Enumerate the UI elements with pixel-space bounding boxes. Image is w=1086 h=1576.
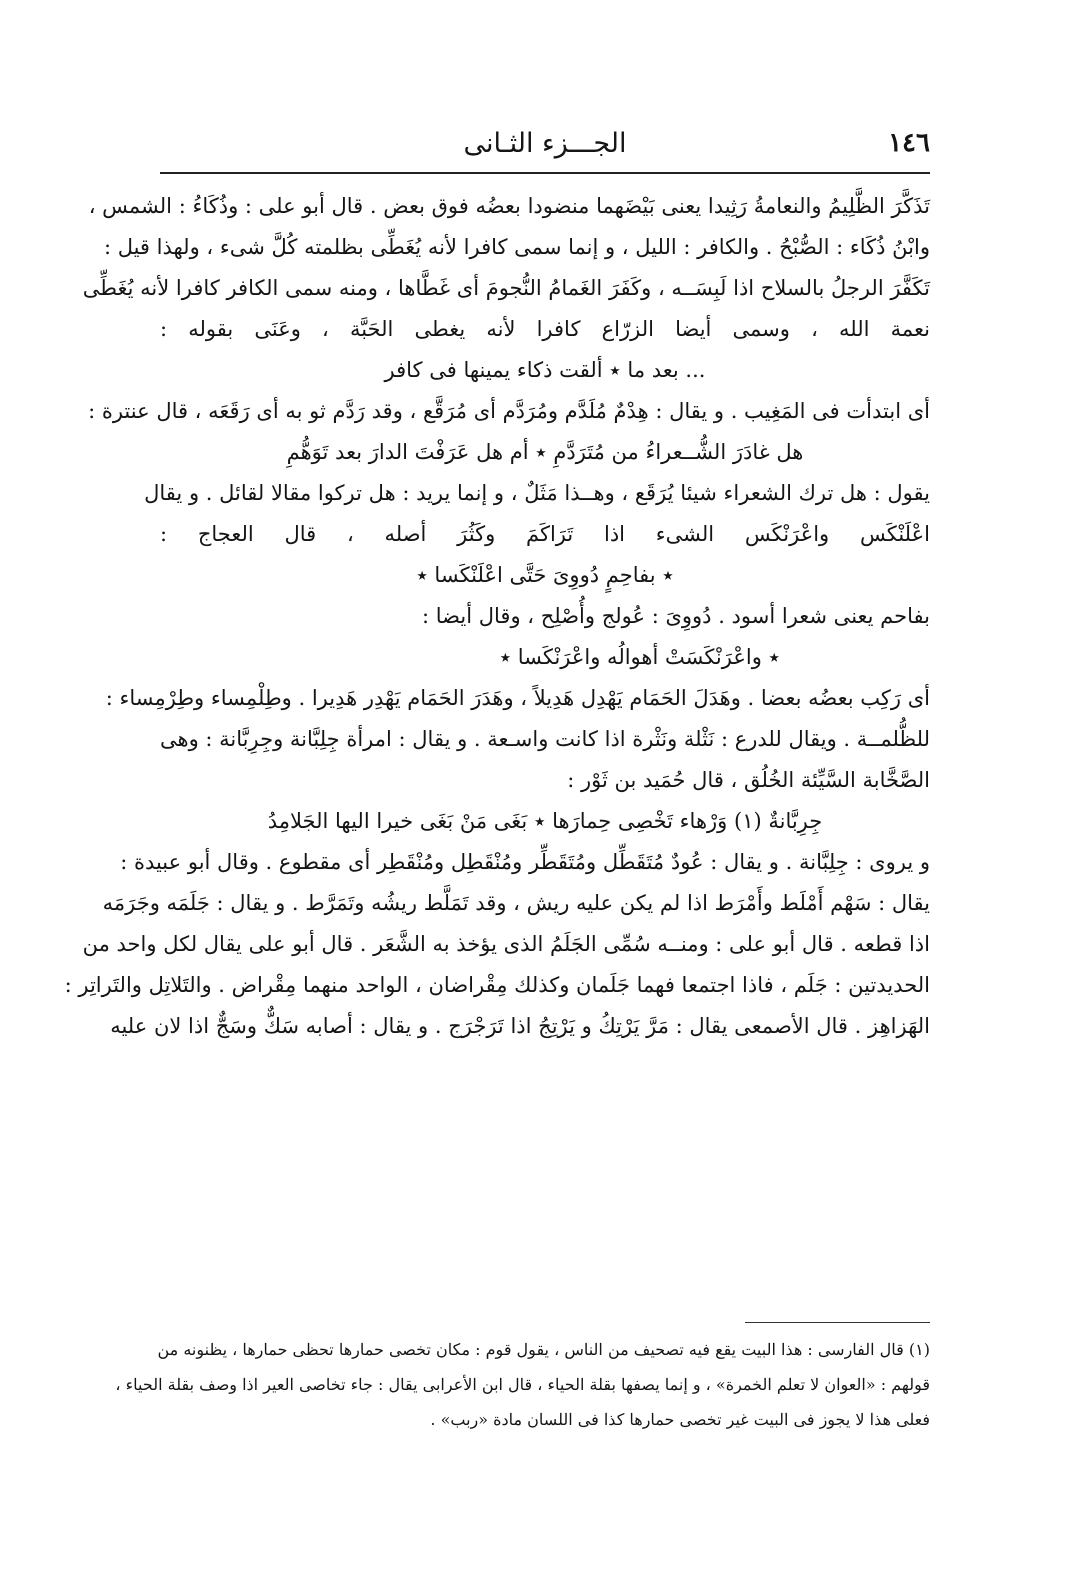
text-line: تَكَفَّرَ الرجلُ بالسلاح اذا لَبِسَــه ، وكَفَرَ الغَمامُ النُّجومَ أى غَطَّاها ، ومنه سمى الكافر كافرا لأنه يُغَطِّى [82, 276, 930, 300]
text-line: و يروى : جِلِبَّانة . و يقال : عُودٌ مُتَقَطِّل ومُتَقَطِّر ومُنْقَطِل ومُنْقَطِر أى مقطوع . وقال أبو عبيدة : [120, 850, 930, 874]
text-line: يقول : هل ترك الشعراء شيئا يُرَقَع ، وهــذا مَثَلٌ ، و إنما يريد : هل تركوا مقالا لقائل . و يقال [144, 481, 930, 505]
page-number: ١٤٦ [888, 128, 930, 158]
footnote-rule [745, 1322, 930, 1323]
text-line: تَذَكَّرَ الظَّلِيمُ والنعامةُ رَثِيدا يعنى بَيْضَهما منضودا بعضُه فوق بعض . قال أبو على : وذُكَاءُ : الشمس ، [88, 194, 930, 218]
verse-line: ٭ بفاحِمٍ دُووِىَ حَتَّى اعْلَنْكَسا ٭ [416, 563, 674, 587]
text-line: الهَزاهِز . قال الأصمعى يقال : مَرَّ يَرْتِكُ و يَرْتِجُ اذا تَرَجْرَج . و يقال : أصابه سَكٌّ وسَجٌّ اذا لان عليه [110, 1014, 930, 1038]
page-header [160, 128, 930, 172]
text-line: وابْنُ ذُكَاء : الصُّبْحُ . والكافر : الليل ، و إنما سمى كافرا لأنه يُغَطِّى بظلمته كُلَّ شىء ، ولهذا قيل : [103, 235, 930, 259]
footnote-line: فعلى هذا لا يجوز فى البيت غير تخصى حمارها كذا فى اللسان مادة «ربب» . [430, 1410, 930, 1429]
footnotes [115, 1332, 930, 1437]
verse-line: هل غادَرَ الشُّــعراءُ من مُتَرَدَّمِ ٭ أم هل عَرَفْتَ الدارَ بعد تَوَهُّمِ [286, 440, 804, 464]
text-line: أى رَكِب بعضُه بعضا . وهَدَلَ الحَمَام يَهْدِل هَدِيلاً ، وهَدَرَ الحَمَام يَهْدِر هَدِيرا . وطِلْمِساء وطِرْمِساء : [105, 686, 930, 710]
verse-line: جِرِبَّانةٌ (١) وَرْهاء تَخْصِى حِمارَها ٭ بَغَى مَنْ بَغَى خيرا اليها الجَلامِدُ [267, 809, 823, 833]
text-line: الحديدتين : جَلَم ، فاذا اجتمعا فهما جَلَمان وكذلك مِقْراضان ، الواحد منهما مِقْراض . والتَلاتِل والتَراتِر : [64, 973, 930, 997]
verse-line: ٭ واعْرَنْكَسَتْ أهوالُه واعْرَنْكَسا ٭ [499, 645, 780, 669]
footnote-line: (١) قال الفارسى : هذا البيت يقع فيه تصحيف من الناس ، يقول قوم : مكان تخصى حمارها تحظى حمارها ، يظنونه من [157, 1340, 930, 1359]
text-line: نعمة الله ، وسمى أيضا الزرّاع كافرا لأنه يغطى الحَبَّة ، وعَنَى بقوله : [160, 317, 930, 341]
text-line: الصَّخَّابة السَّيِّئة الخُلُق ، قال حُمَيد بن ثَوْر : [567, 768, 930, 792]
text-line: اذا قطعه . قال أبو على : ومنــه سُمِّى الجَلَمُ الذى يؤخذ به الشَّعَر . قال أبو على يقال لكل واحد من [82, 932, 930, 956]
text-line: يقال : سَهْم أَمْلَط وأَمْرَط اذا لم يكن عليه ريش ، وقد تَمَلَّط ريشُه وتَمَرَّط . و يقال : جَلَمَه وجَرَمَه [102, 891, 930, 915]
body-text [64, 186, 930, 1047]
text-line: اعْلَنْكَس واعْرَنْكَس الشىء اذا تَرَاكَمَ وكَثُرَ أصله ، قال العجاج : [160, 522, 930, 546]
text-line: أى ابتدأت فى المَغِيب . و يقال : هِدْمٌ مُلَدَّم ومُرَدَّم أى مُرَقَّع ، وقد رَدَّم ثو به أى رَقَعَه ، قال عنترة : [88, 399, 930, 423]
running-title: الجـــزء الثـانى [463, 128, 627, 159]
header-rule [160, 172, 930, 174]
footnote-line: قولهم : «العوان لا تعلم الخمرة» ، و إنما يصفها بقلة الحياء ، قال ابن الأعرابى يقال : جاء تخاصى العير اذا وصف بقلة الحياء ، [115, 1375, 930, 1394]
verse-line: ... بعد ما ٭ ألقت ذكاء يمينها فى كافر [384, 358, 706, 382]
text-line: للظُّلمــة . ويقال للدرع : نَثْلة ونَثْرة اذا كانت واسـعة . و يقال : امرأة جِلِبَّانة وجِرِبَّانة : وهى [160, 727, 930, 751]
text-line: بفاحم يعنى شعرا أسود . دُووِىَ : عُولج وأُصْلِح ، وقال أيضا : [422, 604, 930, 628]
